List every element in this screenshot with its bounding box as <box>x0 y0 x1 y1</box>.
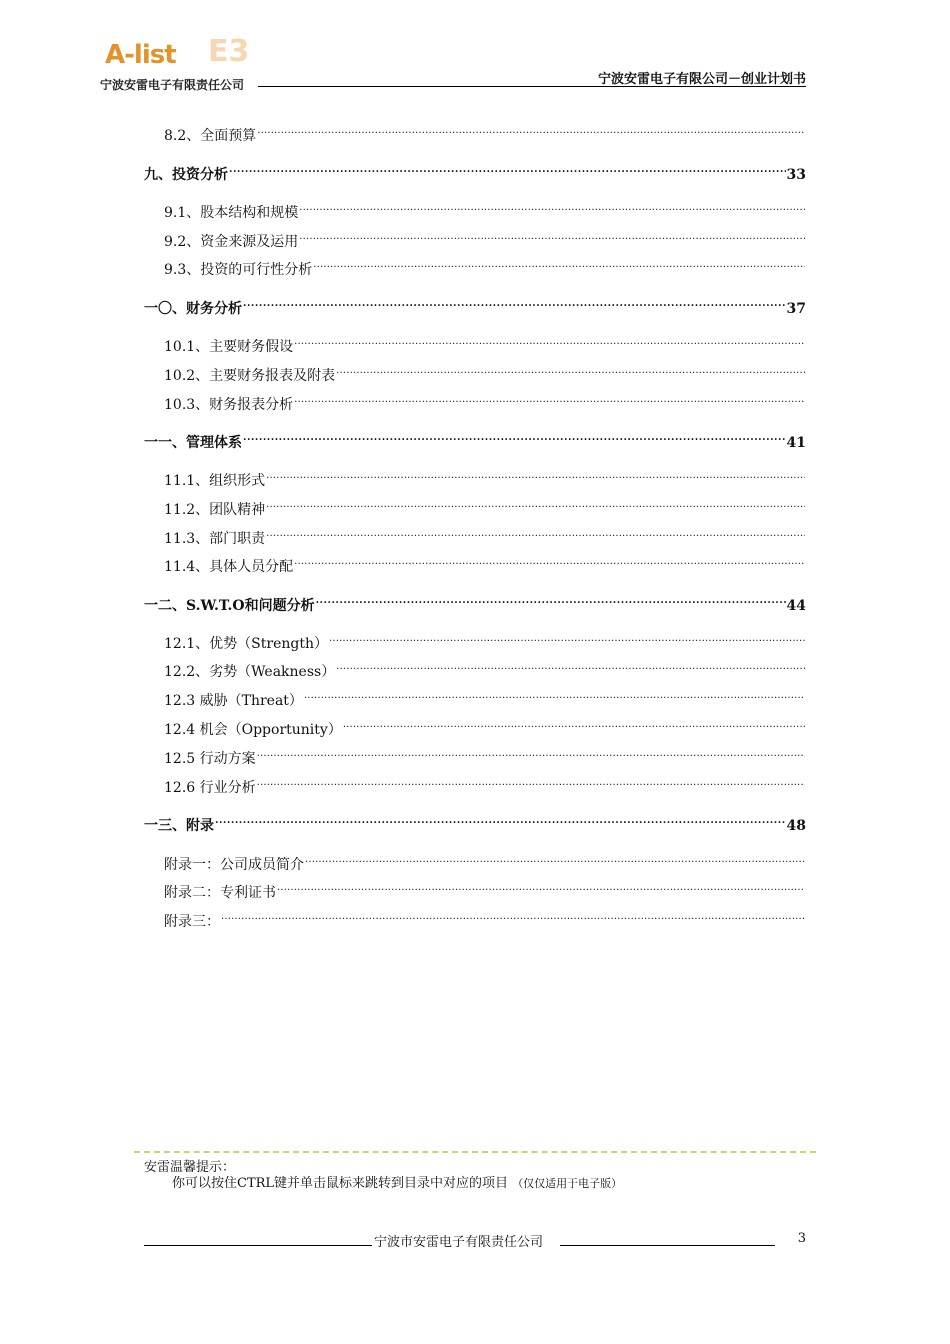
toc-entry[interactable]: 附录三： . . . <box>164 912 806 931</box>
toc-entry[interactable]: 10.1、主要财务假设 . . . <box>164 337 806 356</box>
tip-text: 你可以按住CTRL键并单击鼠标来跳转到目录中对应的项目 <box>172 1176 509 1191</box>
toc-entry[interactable]: 12.4 机会（Opportunity） . . . <box>164 720 806 739</box>
toc-entry[interactable]: 11.1、组织形式 . . . <box>164 471 806 490</box>
toc-entry[interactable]: 11.3、部门职责 . . . <box>164 529 806 548</box>
logo-mark: A-list <box>105 40 176 70</box>
document-title: 宁波安雷电子有限公司－创业计划书 <box>597 72 806 87</box>
toc-entry[interactable]: 9.3、投资的可行性分析 . . . <box>164 260 806 279</box>
toc-section[interactable]: 九、投资分析 . . . 33 <box>144 165 806 184</box>
toc-entry[interactable]: 12.3 威胁（Threat） . . . <box>164 691 806 710</box>
toc-entry[interactable]: 附录一：公司成员简介 . . . <box>164 855 806 874</box>
tip-title: 安雷温馨提示： <box>144 1160 236 1175</box>
toc-section[interactable]: 一〇、财务分析 . . . 37 <box>144 299 806 318</box>
toc-entry[interactable]: 10.2、主要财务报表及附表 . . . <box>164 366 806 385</box>
toc-section[interactable]: 一三、附录 . . . 48 <box>144 816 806 835</box>
tip-body <box>172 1172 622 1191</box>
logo-company-name: 宁波安雷电子有限责任公司 <box>100 78 245 92</box>
page-number: 3 <box>797 1231 806 1246</box>
footer-rule-right <box>560 1245 775 1246</box>
footer-company: 宁波市安雷电子有限责任公司 <box>374 1235 544 1250</box>
page-footer <box>144 1230 806 1250</box>
tip-divider <box>134 1151 816 1153</box>
tip-note: （仅仅适用于电子版） <box>512 1177 623 1190</box>
company-logo <box>100 32 270 92</box>
toc-entry[interactable]: 9.2、资金来源及运用 . . . <box>164 232 806 251</box>
toc-entry[interactable]: 9.1、股本结构和规模 . . . <box>164 203 806 222</box>
toc-entry[interactable]: 12.5 行动方案 . . . <box>164 749 806 768</box>
footer-rule-left <box>144 1245 372 1246</box>
toc-entry[interactable]: 11.4、具体人员分配 . . . <box>164 557 806 576</box>
toc-entry[interactable]: 10.3、财务报表分析 . . . <box>164 395 806 414</box>
toc-entry[interactable]: 12.1、优势（Strength） . . . <box>164 634 806 653</box>
toc-entry[interactable]: 12.2、劣势（Weakness） . . . <box>164 662 806 681</box>
toc-entry[interactable]: 8.2、全面预算 . . . <box>164 126 806 145</box>
toc-entry[interactable]: 附录二：专利证书 . . . <box>164 883 806 902</box>
toc-entry[interactable]: 11.2、团队精神 . . . <box>164 500 806 519</box>
logo-superscript: E3 <box>208 34 250 69</box>
toc-entry[interactable]: 12.6 行业分析 . . . <box>164 778 806 797</box>
toc-section[interactable]: 一一、管理体系 . . . 41 <box>144 433 806 452</box>
toc-section[interactable]: 一二、S.W.T.O和问题分析 . . . 44 <box>144 596 806 615</box>
